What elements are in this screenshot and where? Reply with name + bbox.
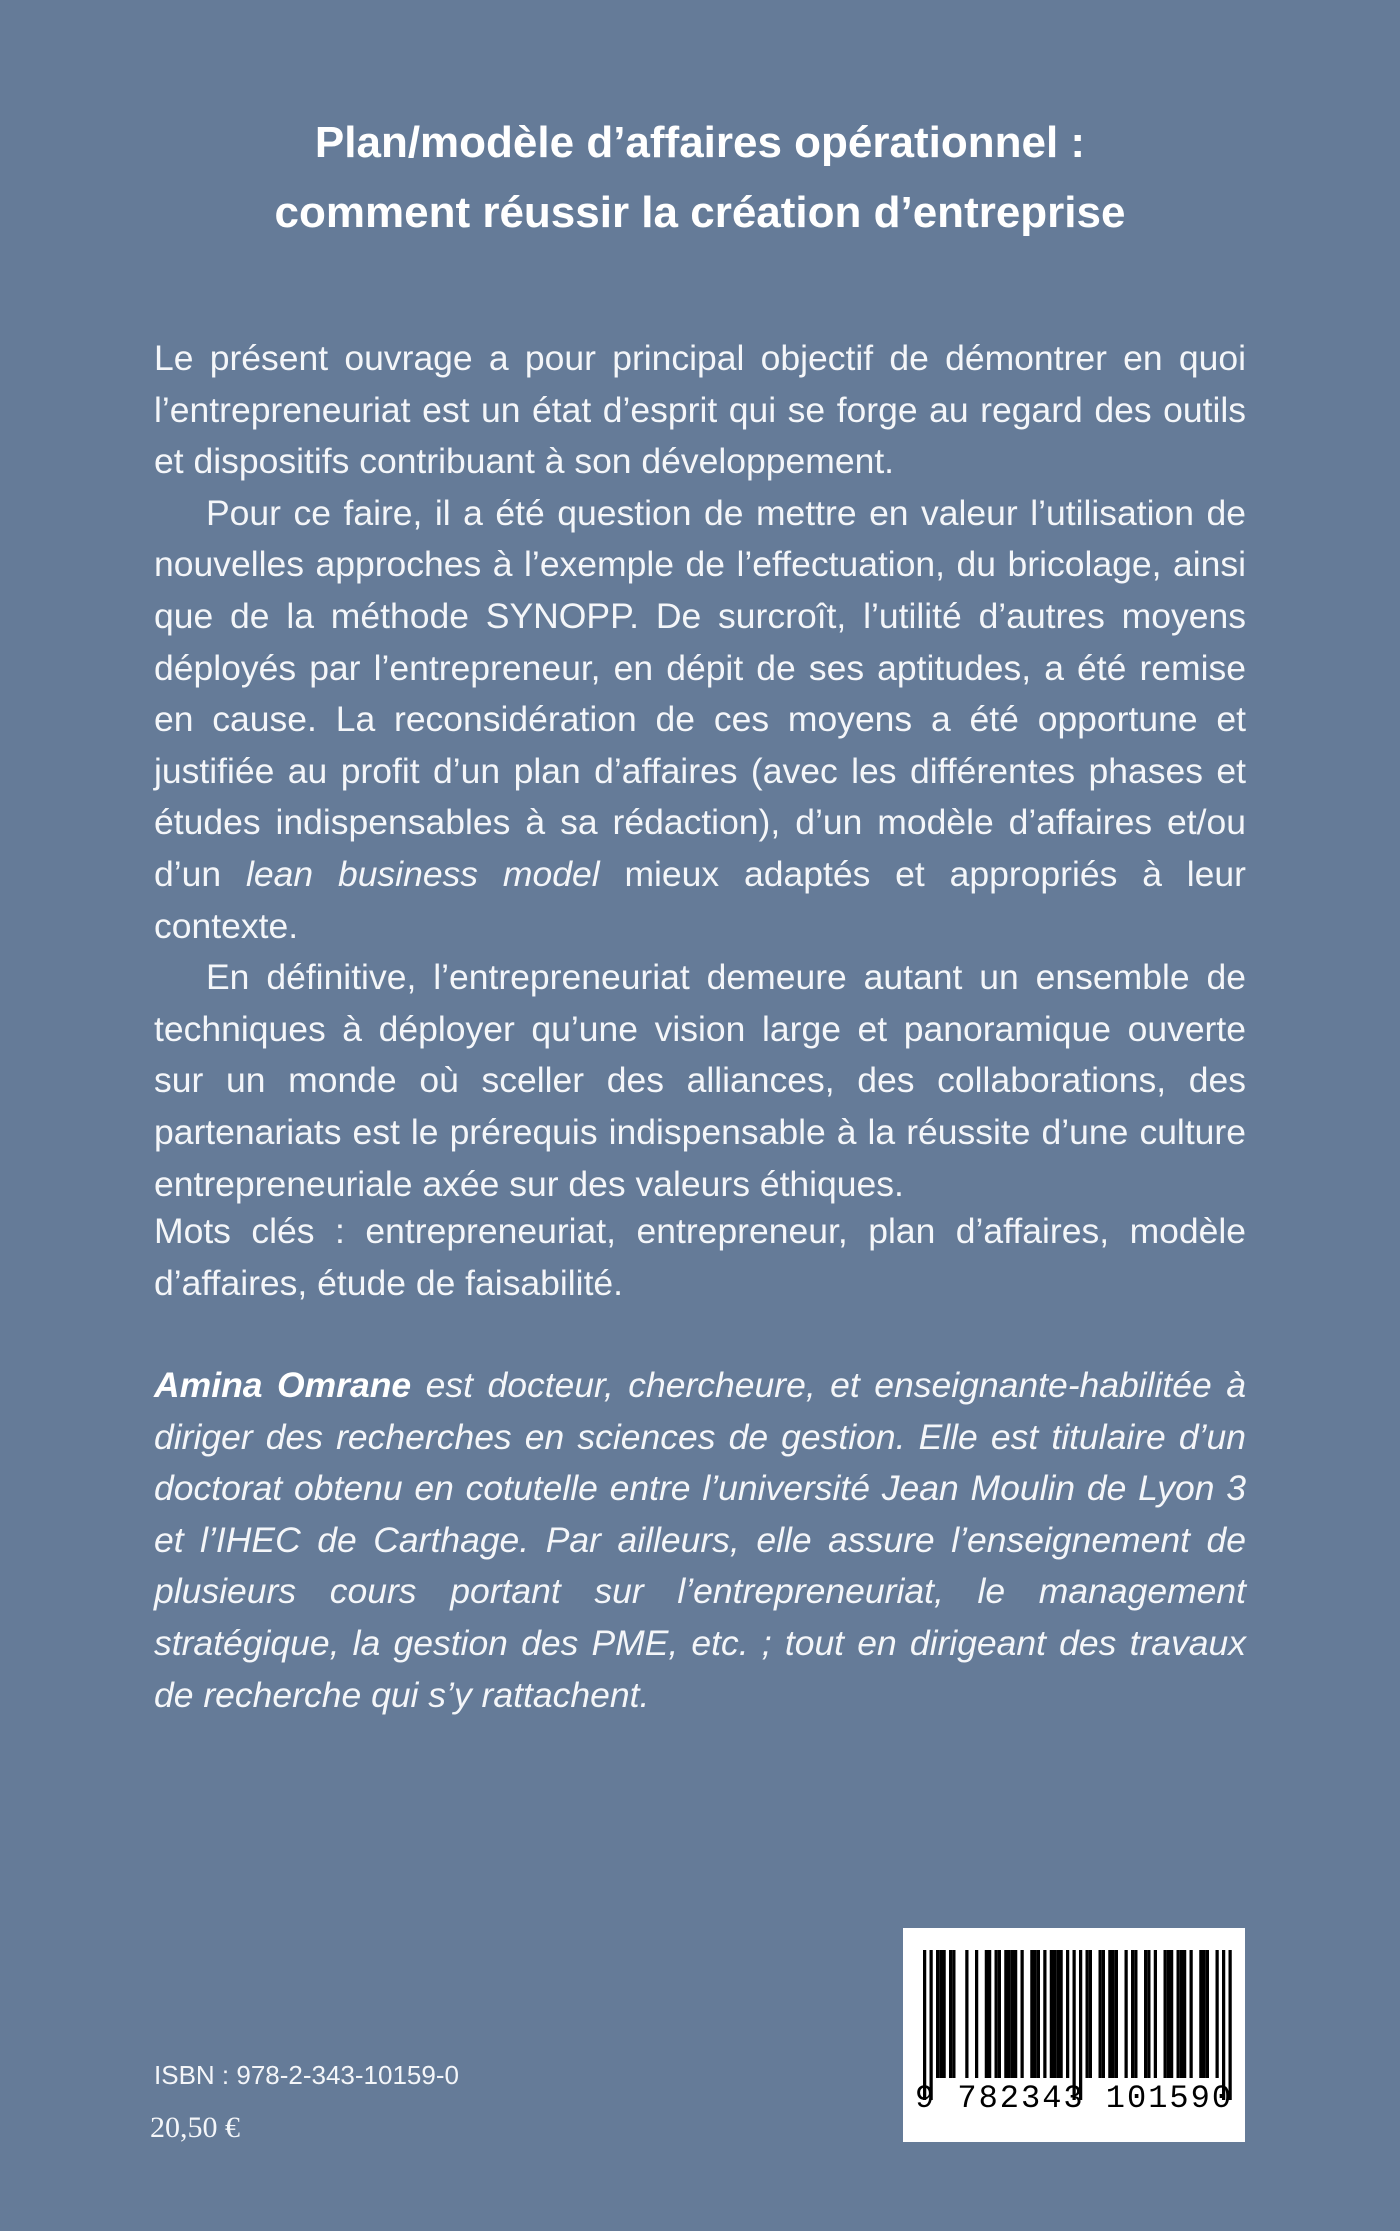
price: 20,50 € [150,2111,240,2144]
barcode-bar [975,1950,978,2078]
book-title [0,108,1400,248]
barcode-bar [1021,1950,1024,2078]
barcode-bar [998,1950,1001,2078]
barcode-bar [1115,1950,1118,2078]
barcode-guard-bar [923,1950,926,2100]
barcode-bar [1199,1950,1202,2078]
barcode-bar [1131,1950,1134,2078]
summary-text [154,333,1246,1210]
summary-paragraph-3: En définitive, l’entrepreneuriat demeure autant un ensemble de techniques à déployer qu’une vision large et panoramique ouverte sur un monde où sceller des alliances, des collaborations, des partenariats est le prérequis indispensable à la réussite d’une culture entrepreneuriale axée sur des valeurs éthiques. [154,957,1246,1204]
isbn: ISBN : 978-2-343-10159-0 [154,2060,459,2090]
barcode-bar [1183,1950,1186,2078]
barcode-bar [1030,1950,1033,2078]
barcode-bar [949,1950,952,2078]
barcode [903,1928,1245,2142]
barcode-bar [1011,1950,1014,2078]
barcode-bar [985,1950,988,2078]
barcode-bar [1089,1950,1092,2078]
barcode-bar [1108,1950,1111,2078]
summary-paragraph-2-italic: lean business model [245,853,600,894]
barcode-bar [1154,1950,1157,2078]
barcode-bar [1037,1950,1040,2078]
author-bio [154,1360,1246,1721]
barcode-bar [1164,1950,1167,2078]
barcode-guard-bar [1073,1950,1076,2100]
barcode-bar [1180,1950,1183,2078]
barcode-bar [1014,1950,1017,2078]
barcode-guard-bar [1229,1950,1232,2100]
barcode-bar [1170,1950,1173,2078]
barcode-bar [1112,1950,1115,2078]
barcode-bar [1056,1950,1059,2078]
barcode-bar [1147,1950,1150,2078]
title-line-2: comment réussir la création d’entreprise [274,188,1126,237]
barcode-bar [995,1950,998,2078]
barcode-digits: 9 782343 101590 [914,2080,1234,2117]
barcode-bar [1144,1950,1147,2078]
barcode-bar [1125,1950,1128,2078]
barcode-guard-bar [1079,1950,1082,2100]
barcode-guard-bar [930,1950,933,2100]
summary-paragraph-2-start: Pour ce faire, il a été question de mettre en valeur l’utilisation de nouvelles approches à l’exemple de l’effectuation, du bricolage, ainsi que de la méthode SYNOPP. De surcroît, l’utilité d’autres moyens déployés par l’entrepreneur, en dépit de ses aptitudes, a été remise en cause. La reconsidération de ces moyens a été opportune et justifiée au profit d’un plan d’affaires (avec les différentes phases et études indispensables à sa rédaction), d’un modèle d’affaires et/ou d’un [154,492,1246,894]
barcode-bar [1060,1950,1063,2078]
keywords: Mots clés : entrepreneuriat, entrepreneur, plan d’affaires, modèle d’affaires, étude de faisabilité. [154,1211,1246,1303]
summary-paragraph-2 [154,488,1246,952]
author-name: Amina Omrane [154,1365,412,1405]
barcode-bar [939,1950,942,2078]
barcode-bar [1043,1950,1046,2078]
barcode-bar [936,1950,939,2078]
barcode-bar [1053,1950,1056,2078]
summary-paragraph-1: Le présent ouvrage a pour principal objectif de démontrer en quoi l’entrepreneuriat est un état d’esprit qui se forge au regard des outils et dispositifs contribuant à son développement. [154,338,1246,482]
barcode-bar [1086,1950,1089,2078]
author-bio-text: est docteur, chercheure, et enseignante-habilitée à diriger des recherches en sciences de gestion. Elle est titulaire d’un doctorat obtenu en cotutelle entre l’université Jean Moulin de Lyon 3 et l’IHEC de Carthage. Par ailleurs, elle assure l’enseignement de plusieurs cours portant sur l’entrepreneuriat, le management stratégique, la gestion des PME, etc. ; tout en dirigeant des travaux de recherche qui s’y rattachent. [154,1365,1246,1715]
barcode-bar [988,1950,991,2078]
barcode-bar [952,1950,955,2078]
barcode-bar [1203,1950,1206,2078]
barcode-bar [1004,1950,1007,2078]
summary-paragraph-2-end: mieux adaptés et appropriés à leur contexte. [154,853,1246,946]
barcode-bar [1099,1950,1102,2078]
barcode-bar [1206,1950,1209,2078]
barcode-bar [1216,1950,1219,2078]
barcode-bar [1050,1950,1053,2078]
barcode-bar [943,1950,946,2078]
barcode-bar [965,1950,968,2078]
barcode-bar [1177,1950,1180,2078]
barcode-bar [1134,1950,1137,2078]
barcode-bar [1034,1950,1037,2078]
barcode-bar [1066,1950,1069,2078]
title-line-1: Plan/modèle d’affaires opérationnel : [314,118,1086,167]
barcode-guard-bar [1222,1950,1225,2100]
barcode-bar [1190,1950,1193,2078]
barcode-bar [1102,1950,1105,2078]
barcode-bar [1008,1950,1011,2078]
barcode-bar [1167,1950,1170,2078]
